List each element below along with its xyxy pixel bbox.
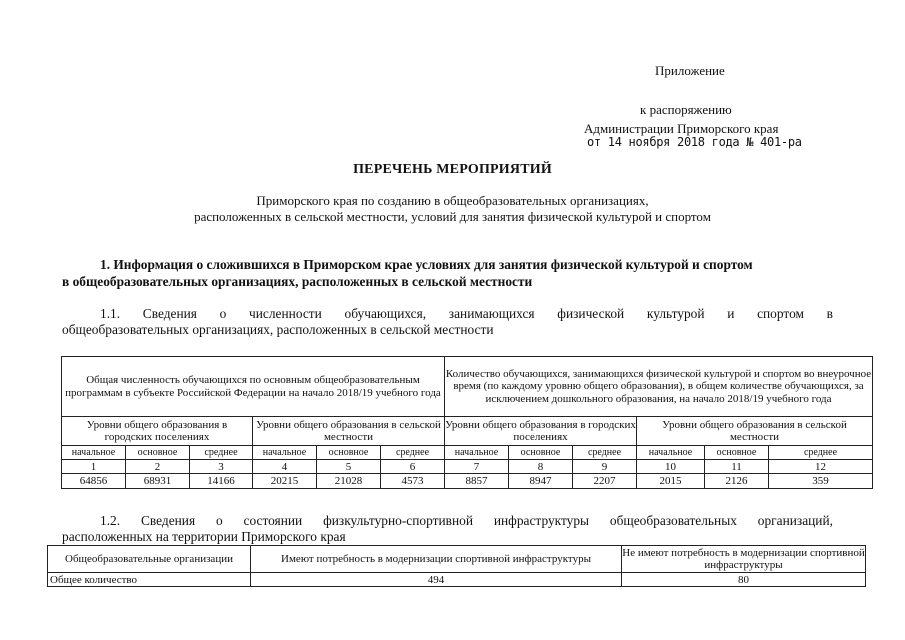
table1-group-sport: Количество обучающихся, занимающихся физической культурой и спортом во внеурочное время (по каждому уровню общего образования), в общем количестве обучающихся, за исключением дошкольного образования, на начало 2018/19 учебного года <box>445 357 873 417</box>
sublevel-header: начальное <box>637 446 705 460</box>
column-number: 7 <box>445 460 509 474</box>
sublevel-header: начальное <box>62 446 126 460</box>
appendix-label: Приложение <box>655 63 725 78</box>
column-number: 6 <box>381 460 445 474</box>
value-cell: 8947 <box>509 474 573 489</box>
sublevel-header: начальное <box>253 446 317 460</box>
table1-level-rural: Уровни общего образования в сельской местности <box>637 417 873 446</box>
sublevel-header: среднее <box>573 446 637 460</box>
value-cell: 2015 <box>637 474 705 489</box>
column-number: 8 <box>509 460 573 474</box>
document-title: ПЕРЕЧЕНЬ МЕРОПРИЯТИЙ <box>353 162 552 177</box>
sublevel-header: основное <box>317 446 381 460</box>
section-1-line-2: в общеобразовательных организациях, расположенных в сельской местности <box>62 274 533 289</box>
table2-header-no-need: Не имеют потребность в модернизации спортивной инфраструктуры <box>622 547 865 571</box>
order-label: к распоряжению <box>640 102 732 117</box>
table1-level-urban: Уровни общего образования в городских поселениях <box>445 417 637 446</box>
value-cell: 20215 <box>253 474 317 489</box>
subtitle-line-1: Приморского края по созданию в общеобразовательных организациях, <box>256 193 649 208</box>
value-cell: 359 <box>769 474 873 489</box>
column-number: 5 <box>317 460 381 474</box>
subsection-1-1-line-2: общеобразовательных организациях, расположенных в сельской местности <box>62 322 494 337</box>
column-number: 2 <box>126 460 190 474</box>
value-cell: 64856 <box>62 474 126 489</box>
value-cell: 8857 <box>445 474 509 489</box>
column-number: 3 <box>190 460 253 474</box>
sublevel-header: среднее <box>381 446 445 460</box>
sublevel-header: среднее <box>769 446 873 460</box>
sublevel-header: основное <box>509 446 573 460</box>
column-number: 1 <box>62 460 126 474</box>
value-cell: 68931 <box>126 474 190 489</box>
sublevel-header: среднее <box>190 446 253 460</box>
column-number: 9 <box>573 460 637 474</box>
subsection-1-1 <box>62 306 833 338</box>
column-number: 11 <box>705 460 769 474</box>
administration-label: Администрации Приморского края <box>584 121 779 136</box>
column-number: 10 <box>637 460 705 474</box>
value-cell: 21028 <box>317 474 381 489</box>
table2-header-organizations: Общеобразовательные организации <box>48 546 251 573</box>
table2-need-value: 494 <box>251 573 622 587</box>
value-cell: 2126 <box>705 474 769 489</box>
sublevel-header: начальное <box>445 446 509 460</box>
value-cell: 4573 <box>381 474 445 489</box>
subsection-1-2 <box>62 513 833 545</box>
subtitle-line-2: расположенных в сельской местности, условий для занятия физической культурой и спортом <box>194 209 711 224</box>
table2-row-label: Общее количество <box>48 573 251 587</box>
table1-level-urban: Уровни общего образования в городских поселениях <box>62 417 253 446</box>
students-count-table <box>61 356 873 489</box>
table2-no-need-value: 80 <box>622 573 866 587</box>
value-cell: 14166 <box>190 474 253 489</box>
sublevel-header: основное <box>126 446 190 460</box>
order-date-number: от 14 ноября 2018 года № 401-ра <box>587 135 802 149</box>
subsection-1-1-line-1: 1.1. Сведения о численности обучающихся, занимающихся физической культурой и спортом в <box>100 306 833 321</box>
section-1-line-1: 1. Информация о сложившихся в Приморском крае условиях для занятия физической культурой и спортом <box>100 257 753 272</box>
sublevel-header: основное <box>705 446 769 460</box>
document-subtitle <box>0 193 905 225</box>
subsection-1-2-line-1: 1.2. Сведения о состоянии физкультурно-спортивной инфраструктуры общеобразовательных организаций, <box>100 513 833 528</box>
table1-level-rural: Уровни общего образования в сельской местности <box>253 417 445 446</box>
subsection-1-2-line-2: расположенных на территории Приморского края <box>62 529 346 544</box>
section-1-heading <box>62 256 837 290</box>
column-number: 4 <box>253 460 317 474</box>
value-cell: 2207 <box>573 474 637 489</box>
table2-header-need: Имеют потребность в модернизации спортивной инфраструктуры <box>251 546 622 573</box>
infrastructure-table <box>47 545 866 587</box>
column-number: 12 <box>769 460 873 474</box>
table1-group-total: Общая численность обучающихся по основным общеобразовательным программам в субъекте Российской Федерации на начало 2018/19 учебного года <box>62 357 445 417</box>
